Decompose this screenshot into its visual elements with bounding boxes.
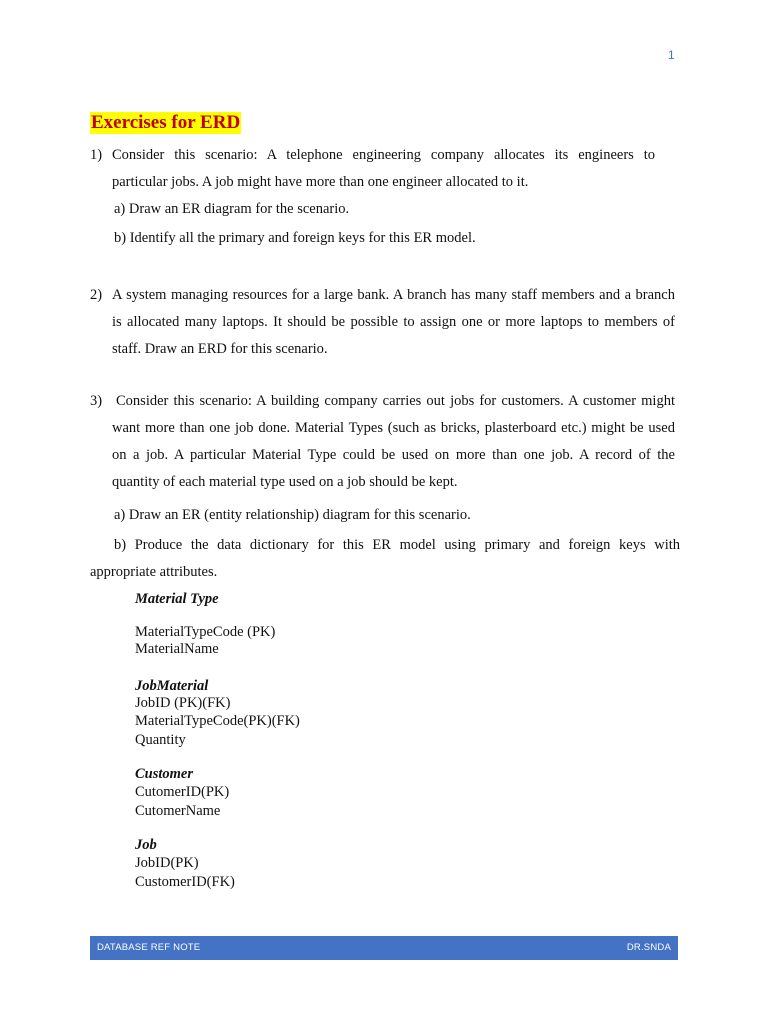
q1-item-a: a) Draw an ER diagram for the scenario. <box>114 201 350 217</box>
page-number: 1 <box>668 48 675 62</box>
customer-heading: Customer <box>135 766 194 782</box>
q3-number: 3) <box>90 393 103 409</box>
footer-right-text: DR.SNDA <box>626 942 671 953</box>
job-heading: Job <box>135 837 157 853</box>
material-type-heading: Material Type <box>135 591 219 607</box>
q3-line-1: Consider this scenario: A building company carries out jobs for customers. A customer might <box>116 393 675 409</box>
footer-bar <box>90 936 678 960</box>
q3-item-b-line-1: b) Produce the data dictionary for this ER model using primary and foreign keys with <box>114 537 680 553</box>
q2-number: 2) <box>90 287 103 303</box>
footer-left-text: DATABASE REF NOTE <box>97 942 201 953</box>
q3-line-4: quantity of each material type used on a job should be kept. <box>112 474 458 490</box>
q2-line-1: A system managing resources for a large bank. A branch has many staff members and a branch <box>112 287 675 303</box>
q1-number: 1) <box>90 147 103 163</box>
q3-item-a: a) Draw an ER (entity relationship) diagram for this scenario. <box>114 507 471 523</box>
customer-attr-2: CutomerName <box>135 803 221 819</box>
q3-line-3: on a job. A particular Material Type could be used on more than one job. A record of the <box>112 447 675 463</box>
q3-line-2: want more than one job done. Material Types (such as bricks, plasterboard etc.) might be used <box>112 420 675 436</box>
job-material-attr-2: MaterialTypeCode(PK)(FK) <box>135 713 300 729</box>
material-type-attr-2: MaterialName <box>135 641 219 657</box>
q1-item-b: b) Identify all the primary and foreign keys for this ER model. <box>114 230 476 246</box>
q2-line-2: is allocated many laptops. It should be possible to assign one or more laptops to members of <box>112 314 675 330</box>
q2-line-3: staff. Draw an ERD for this scenario. <box>112 341 328 357</box>
job-material-attr-3: Quantity <box>135 732 186 748</box>
material-type-attr-1: MaterialTypeCode (PK) <box>135 624 276 640</box>
job-attr-2: CustomerID(FK) <box>135 874 235 890</box>
job-material-attr-1: JobID (PK)(FK) <box>135 695 231 711</box>
q1-line-1: Consider this scenario: A telephone engineering company allocates its engineers to <box>112 147 655 163</box>
job-material-heading: JobMaterial <box>135 678 209 694</box>
customer-attr-1: CutomerID(PK) <box>135 784 230 800</box>
page-title: Exercises for ERD <box>91 112 241 133</box>
job-attr-1: JobID(PK) <box>135 855 199 871</box>
q1-line-2: particular jobs. A job might have more than one engineer allocated to it. <box>112 174 529 190</box>
q3-item-b-line-2: appropriate attributes. <box>90 564 218 580</box>
